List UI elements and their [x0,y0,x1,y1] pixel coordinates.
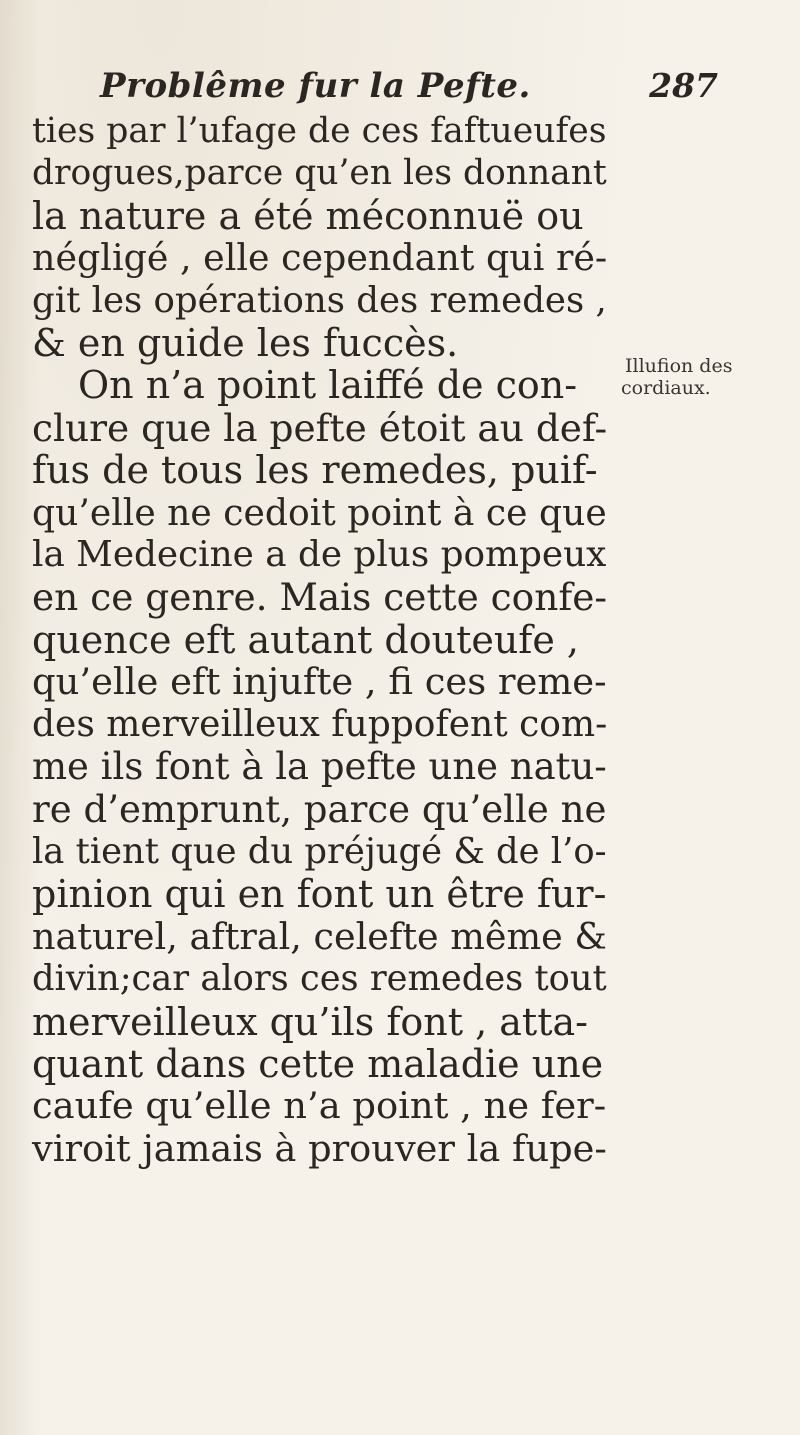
text-line: fus de tous les remedes, puif- [32,448,598,493]
page-header [40,66,720,106]
text-line: la Medecine a de plus pompeux [32,534,607,576]
text-line: qu’elle ne cedoit point à ce que [32,490,607,534]
text-line: pinion qui en font un être fur- [32,872,607,917]
text-line: négligé , elle cependant qui ré- [32,236,608,280]
text-line: des merveilleux fuppofent com- [32,703,608,745]
text-line: On n’a point laiffé de con- [78,363,578,408]
text-line: & en guide les fuccès. [32,321,459,366]
margin-note-line: Illufion des [625,355,733,377]
page-number: 287 [649,66,718,105]
text-line: naturel, aftral, celefte même & [32,914,607,958]
text-line: git les opérations des remedes , [32,279,607,321]
margin-note [615,355,795,399]
running-head: Problême fur la Pefte. [100,66,531,106]
text-line: clure que la pefte étoit au def- [32,405,608,450]
margin-note-line: cordiaux. [621,377,711,399]
text-line: quant dans cette maladie une [32,1041,604,1086]
text-line: en ce genre. Mais cette confe- [32,575,608,620]
text-line: qu’elle eft injufte , fi ces reme- [32,660,607,704]
text-line: ties par l’ufage de ces faftueufes [32,111,607,151]
text-line: me ils font à la pefte une natu- [32,745,607,789]
text-line: quence eft autant douteufe , [32,617,580,662]
text-line: divin;car alors ces remedes tout [32,958,607,1000]
text-line: drogues,parce qu’en les donnant [32,153,607,194]
text-line: la nature a été méconnuë ou [32,193,584,238]
text-line: viroit jamais à prouver la fupe- [32,1126,607,1170]
text-line: caufe qu’elle n’a point , ne fer- [32,1084,607,1128]
body-text [32,110,607,1170]
text-line: la tient que du préjugé & de l’o- [32,830,607,872]
text-line: merveilleux qu’ils font , atta- [32,999,588,1044]
text-line: re d’emprunt, parce qu’elle ne [32,787,607,831]
